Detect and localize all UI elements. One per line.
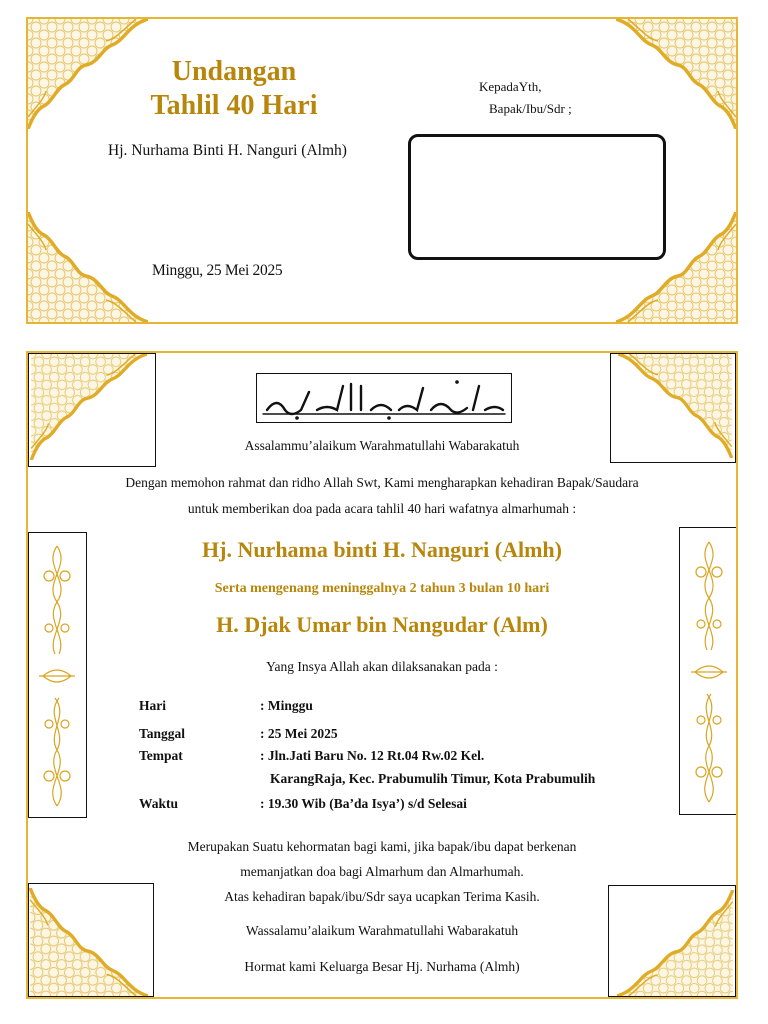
place-label: Tempat: [139, 748, 183, 763]
envelope-title-line1: Undangan: [171, 56, 297, 87]
corner-ornament-icon: [615, 890, 735, 996]
farewell: Wassalamu’alaikum Warahmatullahi Wabarakatuh: [245, 923, 519, 938]
corner-ornament-icon: [616, 19, 736, 129]
envelope-name: Hj. Nurhama Binti H. Nanguri (Almh): [108, 142, 347, 159]
greeting: Assalammu’alaikum Warahmatullahi Wabarakatuh: [244, 438, 520, 453]
deceased-name-2: H. Djak Umar bin Nangudar (Alm): [216, 612, 548, 637]
date-label: Tanggal: [139, 726, 186, 741]
day-label: Hari: [139, 698, 166, 713]
intro-line-2: untuk memberikan doa pada acara tahlil 40 hari wafatnya almarhumah :: [187, 501, 577, 516]
date-value: : 25 Mei 2025: [260, 726, 338, 741]
intro-line-1: Dengan memohon rahmat dan ridho Allah Swt, Kami mengharapkan kehadiran Bapak/Saudara: [125, 475, 639, 490]
remembrance-text: Serta mengenang meninggalnya 2 tahun 3 bulan 10 hari: [214, 581, 550, 596]
signature: Hormat kami Keluarga Besar Hj. Nurhama (Almh): [244, 959, 520, 974]
recipient-label: KepadaYth,: [479, 79, 542, 94]
envelope-date: Minggu, 25 Mei 2025: [152, 262, 283, 279]
invitation-card: [26, 351, 738, 999]
time-label: Waktu: [139, 796, 179, 811]
held-on-text: Yang Insya Allah akan dilaksanakan pada :: [266, 659, 498, 674]
recipient-title: Bapak/Ibu/Sdr ;: [489, 101, 572, 116]
time-value: : 19.30 Wib (Ba’da Isya’) s/d Selesai: [260, 796, 467, 811]
day-value: : Minggu: [260, 698, 313, 713]
envelope-title: [104, 55, 364, 123]
closing-line-2: memanjatkan doa bagi Almarhum dan Almarhumah.: [240, 864, 524, 879]
place-value-line1: : Jln.Jati Baru No. 12 Rt.04 Rw.02 Kel.: [260, 748, 485, 763]
envelope-title-line2: Tahlil 40 Hari: [150, 90, 318, 121]
envelope-card: [26, 17, 738, 324]
closing-line-3: Atas kehadiran bapak/ibu/Sdr saya ucapkan Terima Kasih.: [224, 889, 540, 904]
side-swirl-ornament-icon: [37, 536, 77, 816]
closing-line-1: Merupakan Suatu kehormatan bagi kami, jika bapak/ibu dapat berkenan: [187, 839, 577, 854]
bismillah-calligraphy-icon: [256, 373, 512, 423]
deceased-name-1: Hj. Nurhama binti H. Nanguri (Almh): [202, 537, 562, 562]
place-value-line2: KarangRaja, Kec. Prabumulih Timur, Kota Prabumulih: [270, 771, 596, 786]
recipient-name-box[interactable]: [408, 134, 666, 260]
corner-ornament-icon: [28, 212, 148, 322]
side-ornament-frame-left: [28, 532, 87, 818]
